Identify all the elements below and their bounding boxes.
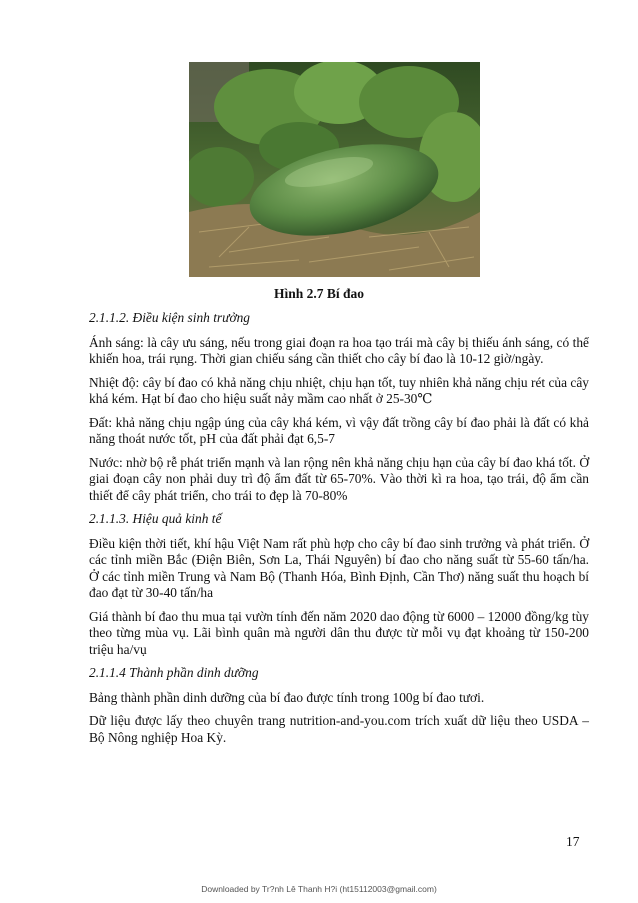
paragraph: Giá thành bí đao thu mua tại vườn tính đến năm 2020 dao động từ 6000 – 12000 đồng/kg tùy theo từng mùa vụ. Lãi bình quân mà người dân thu được từ mỗi vụ đạt khoảng từ 150-200 triệu ha/vụ — [89, 608, 589, 657]
section-heading: 2.1.1.4 Thành phần dinh dưỡng — [89, 665, 259, 680]
section-heading: 2.1.1.3. Hiệu quả kinh tế — [89, 511, 222, 526]
paragraph: Đất: khả năng chịu ngập úng của cây khá kém, vì vậy đất trồng cây bí đao phải là đất có khả năng thoát nước tốt, pH của đất phải đạt 6,5-7 — [89, 414, 589, 446]
document-body — [89, 310, 589, 753]
paragraph: Bảng thành phần dinh dưỡng của bí đao được tính trong 100g bí đao tươi. — [89, 689, 485, 705]
figure-caption: Hình 2.7 Bí đao — [273, 286, 365, 301]
winter-melon-photo — [189, 62, 480, 277]
paragraph: Nước: nhờ bộ rễ phát triển mạnh và lan rộng nên khả năng chịu hạn của cây bí đao khá tốt. Ở giai đoạn cây non phải duy trì độ ẩm đất từ 65-70%. Vào thời kì ra hoa, tạo trái, độ ẩm cần thiết để cây phát triển, cho trái to đẹp là 70-80% — [89, 454, 589, 503]
photo-illustration — [189, 62, 480, 277]
download-footer: Downloaded by Tr?nh Lê Thanh H?i (ht15112003@gmail.com) — [201, 884, 437, 894]
paragraph: Ánh sáng: là cây ưu sáng, nếu trong giai đoạn ra hoa tạo trái mà cây bị thiếu ánh sáng, có thể khiến hoa, trái rụng. Thời gian chiếu sáng cần thiết cho cây bí đao là 10-12 giờ/ngày. — [89, 334, 589, 366]
paragraph: Điều kiện thời tiết, khí hậu Việt Nam rất phù hợp cho cây bí đao sinh trưởng và phát triển. Ở các tỉnh miền Bắc (Điện Biên, Sơn La, Thái Nguyên) bí đao cho năng suất từ 55-60 tấn/ha. Ở các tỉnh miền Trung và Nam Bộ (Thanh Hóa, Bình Định, Cần Thơ) năng suất thu hoạch bí đao đạt từ 30-40 tấn/ha — [89, 535, 589, 600]
section-heading: 2.1.1.2. Điều kiện sinh trưởng — [89, 310, 250, 325]
paragraph: Dữ liệu được lấy theo chuyên trang nutrition-and-you.com trích xuất dữ liệu theo USDA – Bộ Nông nghiệp Hoa Kỳ. — [89, 713, 589, 745]
paragraph: Nhiệt độ: cây bí đao có khả năng chịu nhiệt, chịu hạn tốt, tuy nhiên khả năng chịu rét của cây khá kém. Hạt bí đao cho hiệu suất nảy mầm cao nhất ở 25-30℃ — [89, 374, 589, 406]
page-number: 17 — [566, 834, 580, 849]
